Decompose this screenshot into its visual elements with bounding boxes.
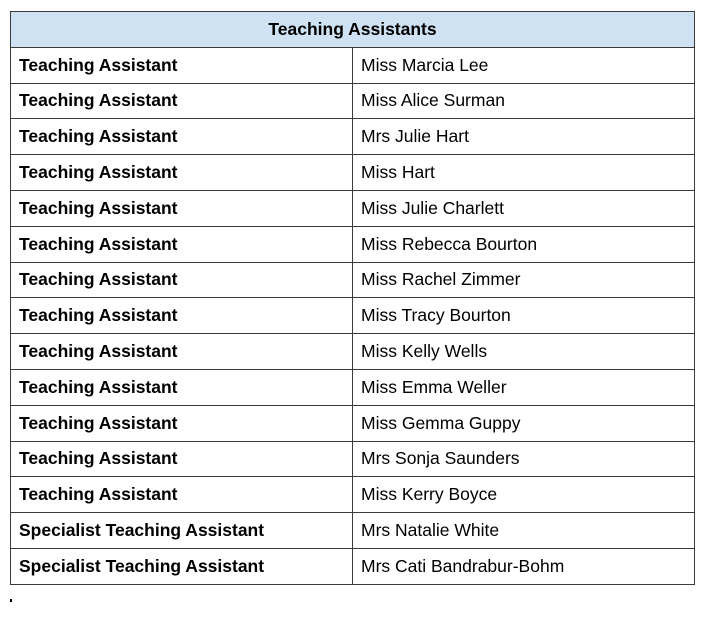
role-cell: Teaching Assistant — [11, 262, 353, 298]
table-row — [11, 369, 695, 405]
name-cell: Miss Rebecca Bourton — [353, 226, 695, 262]
name-cell: Mrs Natalie White — [353, 513, 695, 549]
role-cell: Teaching Assistant — [11, 83, 353, 119]
stray-mark — [10, 599, 12, 602]
name-cell: Miss Kelly Wells — [353, 334, 695, 370]
table-row — [11, 155, 695, 191]
table-row — [11, 83, 695, 119]
table-heading: Teaching Assistants — [11, 12, 695, 48]
name-cell: Mrs Cati Bandrabur-Bohm — [353, 548, 695, 584]
table-header-row — [11, 12, 695, 48]
role-cell: Teaching Assistant — [11, 405, 353, 441]
role-cell: Teaching Assistant — [11, 47, 353, 83]
role-cell: Teaching Assistant — [11, 441, 353, 477]
table-row — [11, 119, 695, 155]
name-cell: Miss Marcia Lee — [353, 47, 695, 83]
name-cell: Miss Hart — [353, 155, 695, 191]
role-cell: Teaching Assistant — [11, 226, 353, 262]
table-row — [11, 47, 695, 83]
table-row — [11, 262, 695, 298]
role-cell: Specialist Teaching Assistant — [11, 548, 353, 584]
table-row — [11, 334, 695, 370]
role-cell: Specialist Teaching Assistant — [11, 513, 353, 549]
role-cell: Teaching Assistant — [11, 477, 353, 513]
role-cell: Teaching Assistant — [11, 119, 353, 155]
role-cell: Teaching Assistant — [11, 155, 353, 191]
role-cell: Teaching Assistant — [11, 369, 353, 405]
name-cell: Mrs Julie Hart — [353, 119, 695, 155]
role-cell: Teaching Assistant — [11, 334, 353, 370]
table-body — [11, 47, 695, 584]
table-row — [11, 513, 695, 549]
name-cell: Miss Alice Surman — [353, 83, 695, 119]
role-cell: Teaching Assistant — [11, 190, 353, 226]
teaching-assistants-table — [10, 11, 695, 585]
table-row — [11, 405, 695, 441]
name-cell: Miss Tracy Bourton — [353, 298, 695, 334]
name-cell: Miss Rachel Zimmer — [353, 262, 695, 298]
table-row — [11, 298, 695, 334]
table-row — [11, 548, 695, 584]
table-row — [11, 477, 695, 513]
table-row — [11, 190, 695, 226]
name-cell: Mrs Sonja Saunders — [353, 441, 695, 477]
name-cell: Miss Kerry Boyce — [353, 477, 695, 513]
table-row — [11, 441, 695, 477]
name-cell: Miss Emma Weller — [353, 369, 695, 405]
role-cell: Teaching Assistant — [11, 298, 353, 334]
name-cell: Miss Gemma Guppy — [353, 405, 695, 441]
table-row — [11, 226, 695, 262]
name-cell: Miss Julie Charlett — [353, 190, 695, 226]
